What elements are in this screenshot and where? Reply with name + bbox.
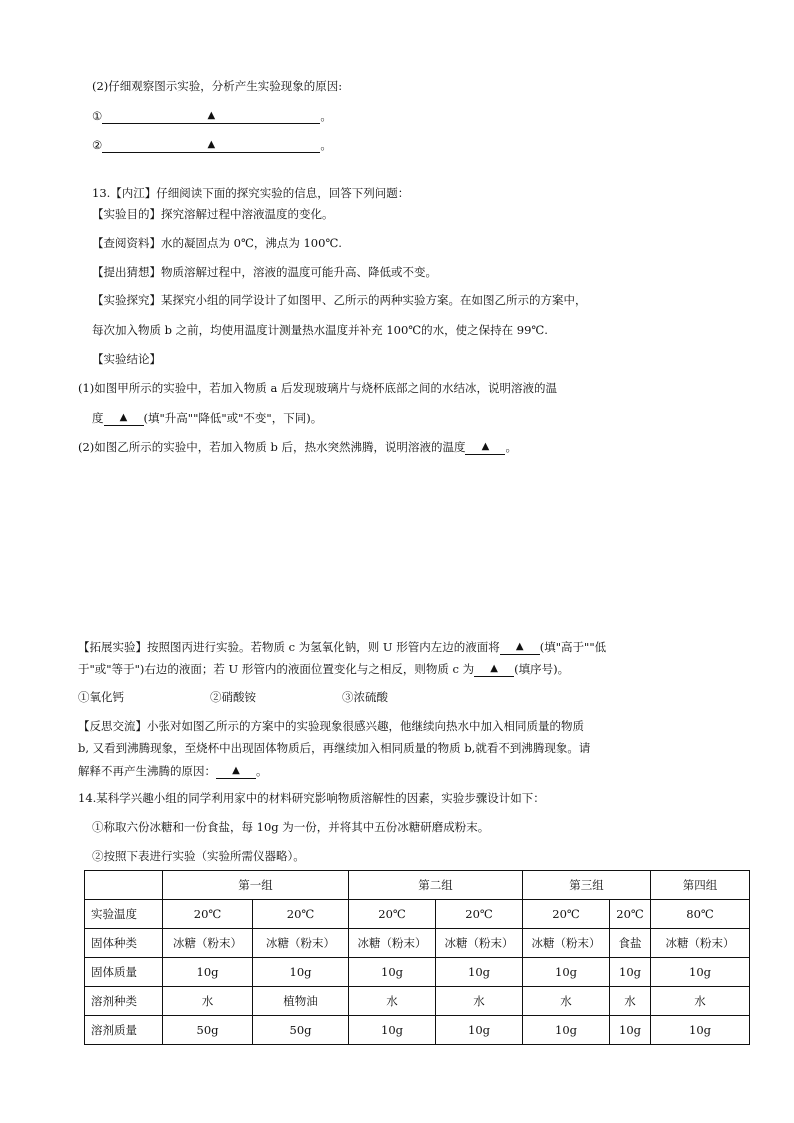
q13-title: 13.【内江】仔细阅读下面的探究实验的信息，回答下列问题： [92, 186, 410, 200]
text: 。 [505, 440, 517, 454]
q12-answer-2-label: ② [92, 138, 103, 152]
table-cell: 水 [436, 987, 523, 1016]
table-cell: 水 [610, 987, 651, 1016]
table-cell: 50g [163, 1016, 253, 1045]
text: 度 [92, 411, 104, 425]
table-cell: 10g [349, 958, 436, 987]
group-2-header: 第二组 [349, 871, 523, 900]
table-cell: 20℃ [436, 900, 523, 929]
q12-answer-1-label: ① [92, 109, 103, 123]
q13-extension-2 [78, 660, 569, 677]
table-row [85, 929, 750, 958]
table-cell: 10g [253, 958, 349, 987]
q13-conclusion-1b [92, 409, 322, 426]
text: 解释不再产生沸腾的原因： [78, 764, 216, 778]
q13-reflection-2: b, 又看到沸腾现象，至烧杯中出现固体物质后，再继续加入相同质量的物质 b,就看不到沸腾现象。请 [78, 741, 591, 755]
table-row [85, 1016, 750, 1045]
period: 。 [320, 138, 332, 152]
triangle-icon: ▲ [490, 663, 498, 674]
table-cell: 10g [651, 958, 750, 987]
q13-conclusion-heading: 【实验结论】 [92, 352, 161, 366]
table-cell: 水 [163, 987, 253, 1016]
table-cell: 20℃ [610, 900, 651, 929]
table-cell: 10g [610, 1016, 651, 1045]
table-row [85, 958, 750, 987]
table-header-row [85, 871, 750, 900]
table-cell: 20℃ [163, 900, 253, 929]
triangle-icon: ▲ [207, 139, 216, 150]
triangle-icon: ▲ [481, 441, 490, 452]
q13-blank-3[interactable] [500, 638, 540, 655]
q12-answer-1 [92, 107, 332, 124]
table-cell: 冰糖（粉末） [523, 929, 610, 958]
triangle-icon: ▲ [119, 412, 128, 423]
table-cell: 50g [253, 1016, 349, 1045]
q13-purpose: 【实验目的】探究溶解过程中溶液温度的变化。 [92, 207, 334, 221]
group-3-header: 第三组 [523, 871, 651, 900]
period: 。 [320, 109, 332, 123]
text: 【拓展实验】按照图丙进行实验。若物质 c 为氢氧化钠，则 U 形管内左边的液面将 [78, 640, 500, 654]
q13-option-3: ③浓硫酸 [342, 690, 388, 704]
q12-part2: (2)仔细观察图示实验，分析产生实验现象的原因: [92, 79, 343, 93]
triangle-icon: ▲ [232, 765, 240, 776]
q13-conclusion-1a: (1)如图甲所示的实验中，若加入物质 a 后发现玻璃片与烧杯底部之间的水结冰，说明溶液的温 [78, 381, 557, 395]
text: (填"高于""低 [539, 640, 607, 654]
table-cell: 水 [651, 987, 750, 1016]
text: 。 [256, 764, 268, 778]
row-label: 溶剂质量 [85, 1016, 163, 1045]
q13-option-1: ①氧化钙 [78, 690, 124, 704]
text: (填"升高""降低"或"不变"，下同)。 [143, 411, 323, 425]
group-1-header: 第一组 [163, 871, 349, 900]
group-4-header: 第四组 [651, 871, 750, 900]
triangle-icon: ▲ [515, 641, 524, 652]
table-cell: 10g [610, 958, 651, 987]
q13-blank-5[interactable] [216, 762, 256, 779]
table-cell: 食盐 [610, 929, 651, 958]
text: 于"或"等于")右边的液面；若 U 形管内的液面位置变化与之相反，则物质 c 为 [78, 662, 475, 676]
q13-reflection-3 [78, 762, 268, 779]
table-cell: 冰糖（粉末） [349, 929, 436, 958]
table-cell: 冰糖（粉末） [163, 929, 253, 958]
q13-blank-4[interactable] [474, 660, 514, 677]
q12-answer-2-blank[interactable] [102, 136, 320, 153]
q12-answer-1-blank[interactable] [102, 107, 320, 124]
q13-conclusion-2 [78, 438, 517, 455]
table-cell: 10g [436, 958, 523, 987]
table-cell: 10g [523, 958, 610, 987]
table-cell: 水 [523, 987, 610, 1016]
q13-blank-2[interactable] [465, 438, 505, 455]
table-cell: 80℃ [651, 900, 750, 929]
row-label: 固体质量 [85, 958, 163, 987]
table-corner-cell [85, 871, 163, 900]
table-cell: 20℃ [523, 900, 610, 929]
table-cell: 冰糖（粉末） [253, 929, 349, 958]
q12-answer-2 [92, 136, 332, 153]
triangle-icon: ▲ [207, 110, 216, 121]
q13-blank-1[interactable] [104, 409, 144, 426]
table-cell: 植物油 [253, 987, 349, 1016]
table-cell: 冰糖（粉末） [651, 929, 750, 958]
row-label: 固体种类 [85, 929, 163, 958]
q13-explore-2: 每次加入物质 b 之前，均使用温度计测量热水温度并补充 100℃的水，使之保持在 99℃. [92, 323, 548, 337]
q14-title: 14.某科学兴趣小组的同学利用家中的材料研究影响物质溶解性的因素，实验步骤设计如下： [78, 791, 545, 805]
row-label: 溶剂种类 [85, 987, 163, 1016]
table-cell: 10g [163, 958, 253, 987]
text: (2)如图乙所示的实验中，若加入物质 b 后，热水突然沸腾，说明溶液的温度 [78, 440, 466, 454]
table-cell: 10g [523, 1016, 610, 1045]
q14-step-1: ①称取六份冰糖和一份食盐，每 10g 为一份，并将其中五份冰糖研磨成粉末。 [92, 820, 490, 834]
row-label: 实验温度 [85, 900, 163, 929]
table-row [85, 987, 750, 1016]
table-cell: 20℃ [253, 900, 349, 929]
table-cell: 水 [349, 987, 436, 1016]
table-cell: 20℃ [349, 900, 436, 929]
q14-step-2: ②按照下表进行实验（实验所需仪器略）。 [92, 849, 305, 863]
table-cell: 10g [436, 1016, 523, 1045]
table-cell: 10g [349, 1016, 436, 1045]
text: (填序号)。 [514, 662, 570, 676]
q13-hypothesis: 【提出猜想】物质溶解过程中，溶液的温度可能升高、降低或不变。 [92, 265, 437, 279]
q13-extension-1 [78, 638, 606, 655]
q13-reflection-1: 【反思交流】小张对如图乙所示的方案中的实验现象很感兴趣，他继续向热水中加入相同质量的物质 [78, 719, 584, 733]
table-row [85, 900, 750, 929]
q13-data: 【查阅资料】水的凝固点为 0℃，沸点为 100℃. [92, 236, 342, 250]
table-cell: 冰糖（粉末） [436, 929, 523, 958]
experiment-table [84, 870, 750, 1045]
table-cell: 10g [651, 1016, 750, 1045]
q13-explore-1: 【实验探究】某探究小组的同学设计了如图甲、乙所示的两种实验方案。在如图乙所示的方案中， [92, 293, 587, 307]
q13-option-2: ②硝酸铵 [210, 690, 256, 704]
